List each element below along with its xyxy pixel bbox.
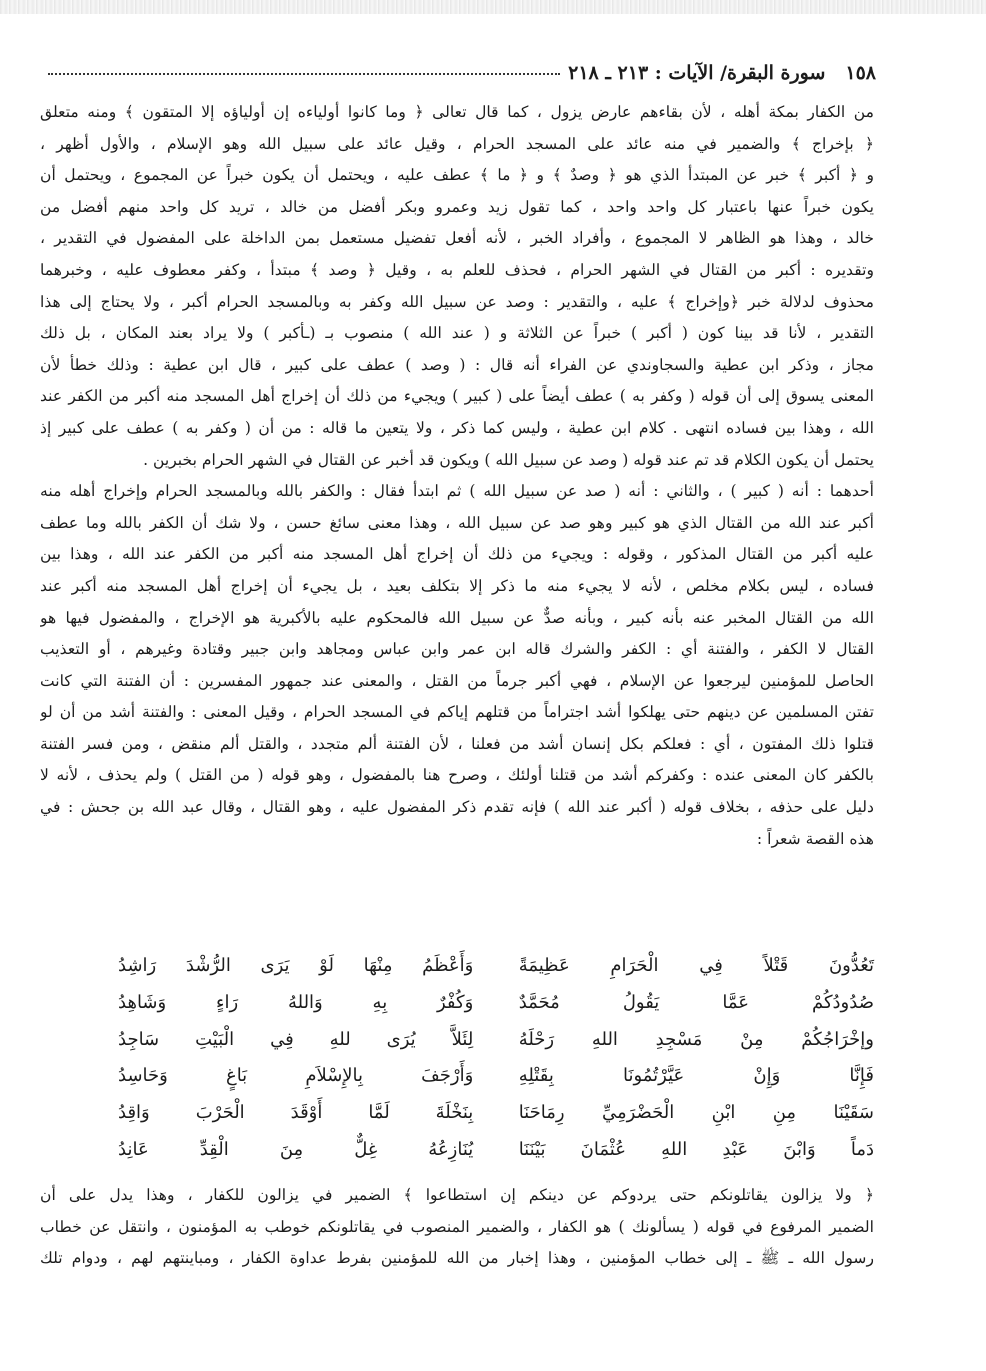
commentary-text bbox=[40, 97, 874, 855]
text-line: التقدير ، لأنا قد بينا كون ( أكبر ) خبراً عن الثلاثة و ( عند الله ) منصوب بـ (ـأكبر ) ولا يراد بعند المكان ، بل ذلك bbox=[40, 324, 874, 343]
poem-second-hemistich: بِنَخْلَةَ لَمَّا أَوْقَدَ الْحَرْبَ وَاقِدُ bbox=[118, 1102, 474, 1124]
commentary-text-continued bbox=[40, 1180, 874, 1275]
text-line: الله من القتال المخبر عنه بأنه كبير ، وبأنه صدٌّ عن سبيل الله فالمحكوم عليه بالأكبرية هو الإخراج ، والمفضول فيها هو bbox=[40, 608, 874, 627]
poem-verse bbox=[118, 1058, 874, 1095]
section-title: سورة البقرة/ الآيات : ٢١٣ ـ ٢١٨ bbox=[568, 62, 826, 84]
text-line: الضمير المرفوع في قوله ( يسألونك ) هو الكفار ، والضمير المنصوب في يقاتلونكم خوطب به المؤمنون ، وانتقل عن خطاب bbox=[40, 1217, 874, 1236]
text-line: الحاصل للمؤمنين ليرجعوا عن الإسلام ، فهي أكبر جرماً من القتل ، والمعنى عند جمهور المفسرين : أن الفتنة التي كانت bbox=[40, 671, 874, 690]
text-line: عليه أكبر من القتال المذكور ، وقوله : ويجيء من ذلك أن إخراج أهل المسجد منه أكبر من الكفر عند الله ، وهذا بين bbox=[40, 545, 874, 564]
text-line: تفتن المسلمين عن دينهم حتى يهلكوا أشد اجتراماً من قتلهم إياكم في المسجد الحرام ، وقيل المعنى : والفتنة أشد من أن لو bbox=[40, 703, 874, 722]
text-line: أحدهما : أنه ( كبير ) ، والثاني : أنه ( صد عن سبيل الله ) ثم ابتدأ فقال : والكفر بالله وبالمسجد الحرام وإخراج أهله منه bbox=[40, 482, 874, 501]
poem-first-hemistich: سَقَيْنَا مِنِ ابْنِ الْحَضْرَمِيِّ رِمَاحَنَا bbox=[518, 1102, 874, 1124]
running-header bbox=[40, 62, 876, 92]
text-line: المعنى يسوق إلى أن قوله ( وكفر به ) عطف أيضاً على ( كبير ) ويجيء من ذلك أن إخراج أهل المسجد منه أكبر من الكفر عند bbox=[40, 387, 874, 406]
poem-first-hemistich: دَماً وَابْنَ عَبْدِ اللهِ عُثْمَانَ بَيْنَنَا bbox=[518, 1138, 874, 1160]
poem-verse bbox=[118, 985, 874, 1022]
poem-verses bbox=[118, 948, 874, 1169]
scan-edge-artifact bbox=[0, 0, 986, 14]
text-line: من الكفار بمكة أهله ، لأن بقاءهم عارض يزول ، كما قال تعالى ﴿ وما كانوا أولياءه إن أولياؤه إلا المتقون ﴾ ومنه متعلق bbox=[40, 103, 874, 121]
text-line: الله ، وهذا بين فساده انتهى . كلام ابن عطية ، وليس كما ذكر ، ولا يتعين ما قاله : من أن ( وكفر به ) عطف على كبير إذ bbox=[40, 418, 874, 437]
text-line: ﴿ بإخراج ﴾ والضمير في منه عائد على المسجد الحرام ، وقيل عائد على سبيل الله وهو الإسلام ، والأول أظهر ، bbox=[40, 134, 874, 153]
text-line: و ﴿ أكبر ﴾ خبر عن المبتدأ الذي هو ﴿ وصدٌ ﴾ و ﴿ ما ﴾ عطف عليه ، ويحتمل أن يكون خبراً عن المجموع ، ويحتمل أن bbox=[40, 166, 874, 185]
poem-verse bbox=[118, 948, 874, 985]
poem-first-hemistich: وإخْرَاجُكُمْ مِنْ مَسْجِدِ اللهِ رَحْلَهُ bbox=[518, 1028, 874, 1050]
text-line: ﴿ ولا يزالون يقاتلونكم حتى يردوكم عن دينكم إن استطاعوا ﴾ الضمير في يزالون للكفار ، وهذا يدل على أن bbox=[40, 1186, 874, 1204]
poem-second-hemistich: يُنَازِعُهُ غِلٌّ مِنَ الْقِدِّ عَانِدُ bbox=[118, 1138, 474, 1160]
text-line: هذه القصة شعراً : bbox=[756, 829, 874, 848]
page-number: ١٥٨ bbox=[845, 62, 876, 84]
text-line: القتال لا الكفر ، والفتنة أي : الكفر والشرك قاله ابن عمر وابن عباس ومجاهد وابن جبير وقتادة وغيرهم ، أو التعذيب bbox=[40, 640, 874, 659]
poem-first-hemistich: فَإِنَّا وَإِنْ عَيَّرْتُمُونَا بِقَتْلِهِ bbox=[518, 1065, 874, 1087]
poem-verse bbox=[118, 1095, 874, 1132]
text-line: يكون خبراً عنها باعتبار كل واحد واحد ، كما تقول زيد وعمرو وبكر أفضل من خالد ، تريد كل واحد منهم أفضل من bbox=[40, 197, 874, 216]
dotted-leader bbox=[48, 73, 560, 75]
poem-verse bbox=[118, 1132, 874, 1169]
poem-verse bbox=[118, 1022, 874, 1059]
poem-second-hemistich: وَأَعْظَمُ مِنْهَا لَوْ يَرَى الرُّشْدَ رَاشِدُ bbox=[118, 955, 474, 976]
poem-second-hemistich: وَكُفْرٌ بِهِ وَاللهُ رَاءٍ وَشَاهِدُ bbox=[118, 991, 474, 1013]
text-line: يحتمل أن يكون الكلام قد تم عند قوله ( وصد عن سبيل الله ) ويكون قد أخبر عن القتال في الشهر الحرام بخبرين . bbox=[143, 450, 874, 469]
text-line: محذوف لدلالة خبر ﴿وإخراج ﴾ عليه ، والتقدير : وصد عن سبيل الله وكفر به وبالمسجد الحرام أكبر ، ولا يحتاج إلى هذا bbox=[40, 292, 874, 311]
poem-second-hemistich: لِئَلاَّ يُرَى للهِ فِي الْبَيْتِ سَاجِدُ bbox=[118, 1028, 474, 1050]
text-line: رسول الله ـ ﷺ ـ إلى خطاب المؤمنين ، وهذا إخبار من الله للمؤمنين بفرط عداوة الكفار ، ومباينتهم لهم ، ودوام تلك bbox=[40, 1249, 874, 1268]
text-line: مجاز ، وذكر ابن عطية والسجاوندي عن الفراء أنه قال : ( وصد ) عطف على كبير ، قال ابن عطية : وذلك خطأ لأن bbox=[40, 355, 874, 374]
text-line: خالد ، وهذا هو الظاهر لا المجموع ، وأفراد الخبر ، لأنه أفعل تفضيل مستعمل بمن الداخلة على المفضول في التقدير ، bbox=[40, 229, 874, 248]
text-line: بالكفر كان المعنى عنده : وكفركم أشد من قتلنا أولئك ، وصرح هنا بالمفضول ، وهو قوله ( من القتل ) ولم يحذف ، لأنه لا bbox=[40, 766, 874, 785]
poem-second-hemistich: وَأَرْجَفَ بِالإِسْلاَمِ بَاغٍ وَحَاسِدُ bbox=[118, 1065, 474, 1087]
text-line: وتقديره : أكبر من القتال في الشهر الحرام ، فحذف للعلم به ، وقيل ﴿ وصد ﴾ مبتدأ ، وكفر معطوف عليه ، وخبرهما bbox=[40, 260, 874, 279]
text-line: قتلوا ذلك المفتون ، أي : فعلكم بكل إنسان أشد من فعلنا ، لأن الفتنة ألم متجدد ، والقتل ألم منقض ، ومن فسر الفتنة bbox=[40, 734, 874, 753]
poem-first-hemistich: تَعُدُّونَ قَتْلاً فِي الْحَرَامِ عَظِيمَةً bbox=[518, 955, 874, 976]
text-line: دليل على حذفه ، بخلاف قوله ( أكبر عند الله ) فإنه تقدم ذكر المفضول عليه ، وهو القتال ، وقال عبد الله بن جحش : في bbox=[40, 798, 874, 817]
text-line: فساده ، ليس بكلام مخلص ، لأنه لا يجيء منه ما ذكر إلا بتكلف بعيد ، بل يجيء أن إخراج أهل المسجد منه أكبر عند bbox=[40, 576, 874, 595]
poem-first-hemistich: صُدُودُكُمْ عَمَّا يَقُولُ مُحَمَّدٌ bbox=[518, 991, 874, 1013]
text-line: أكبر عند الله من القتال الذي هو كبير وهو صد عن سبيل الله ، وهذا معنى سائغ حسن ، ولا شك أن الكفر بالله وما عطف bbox=[40, 513, 874, 532]
